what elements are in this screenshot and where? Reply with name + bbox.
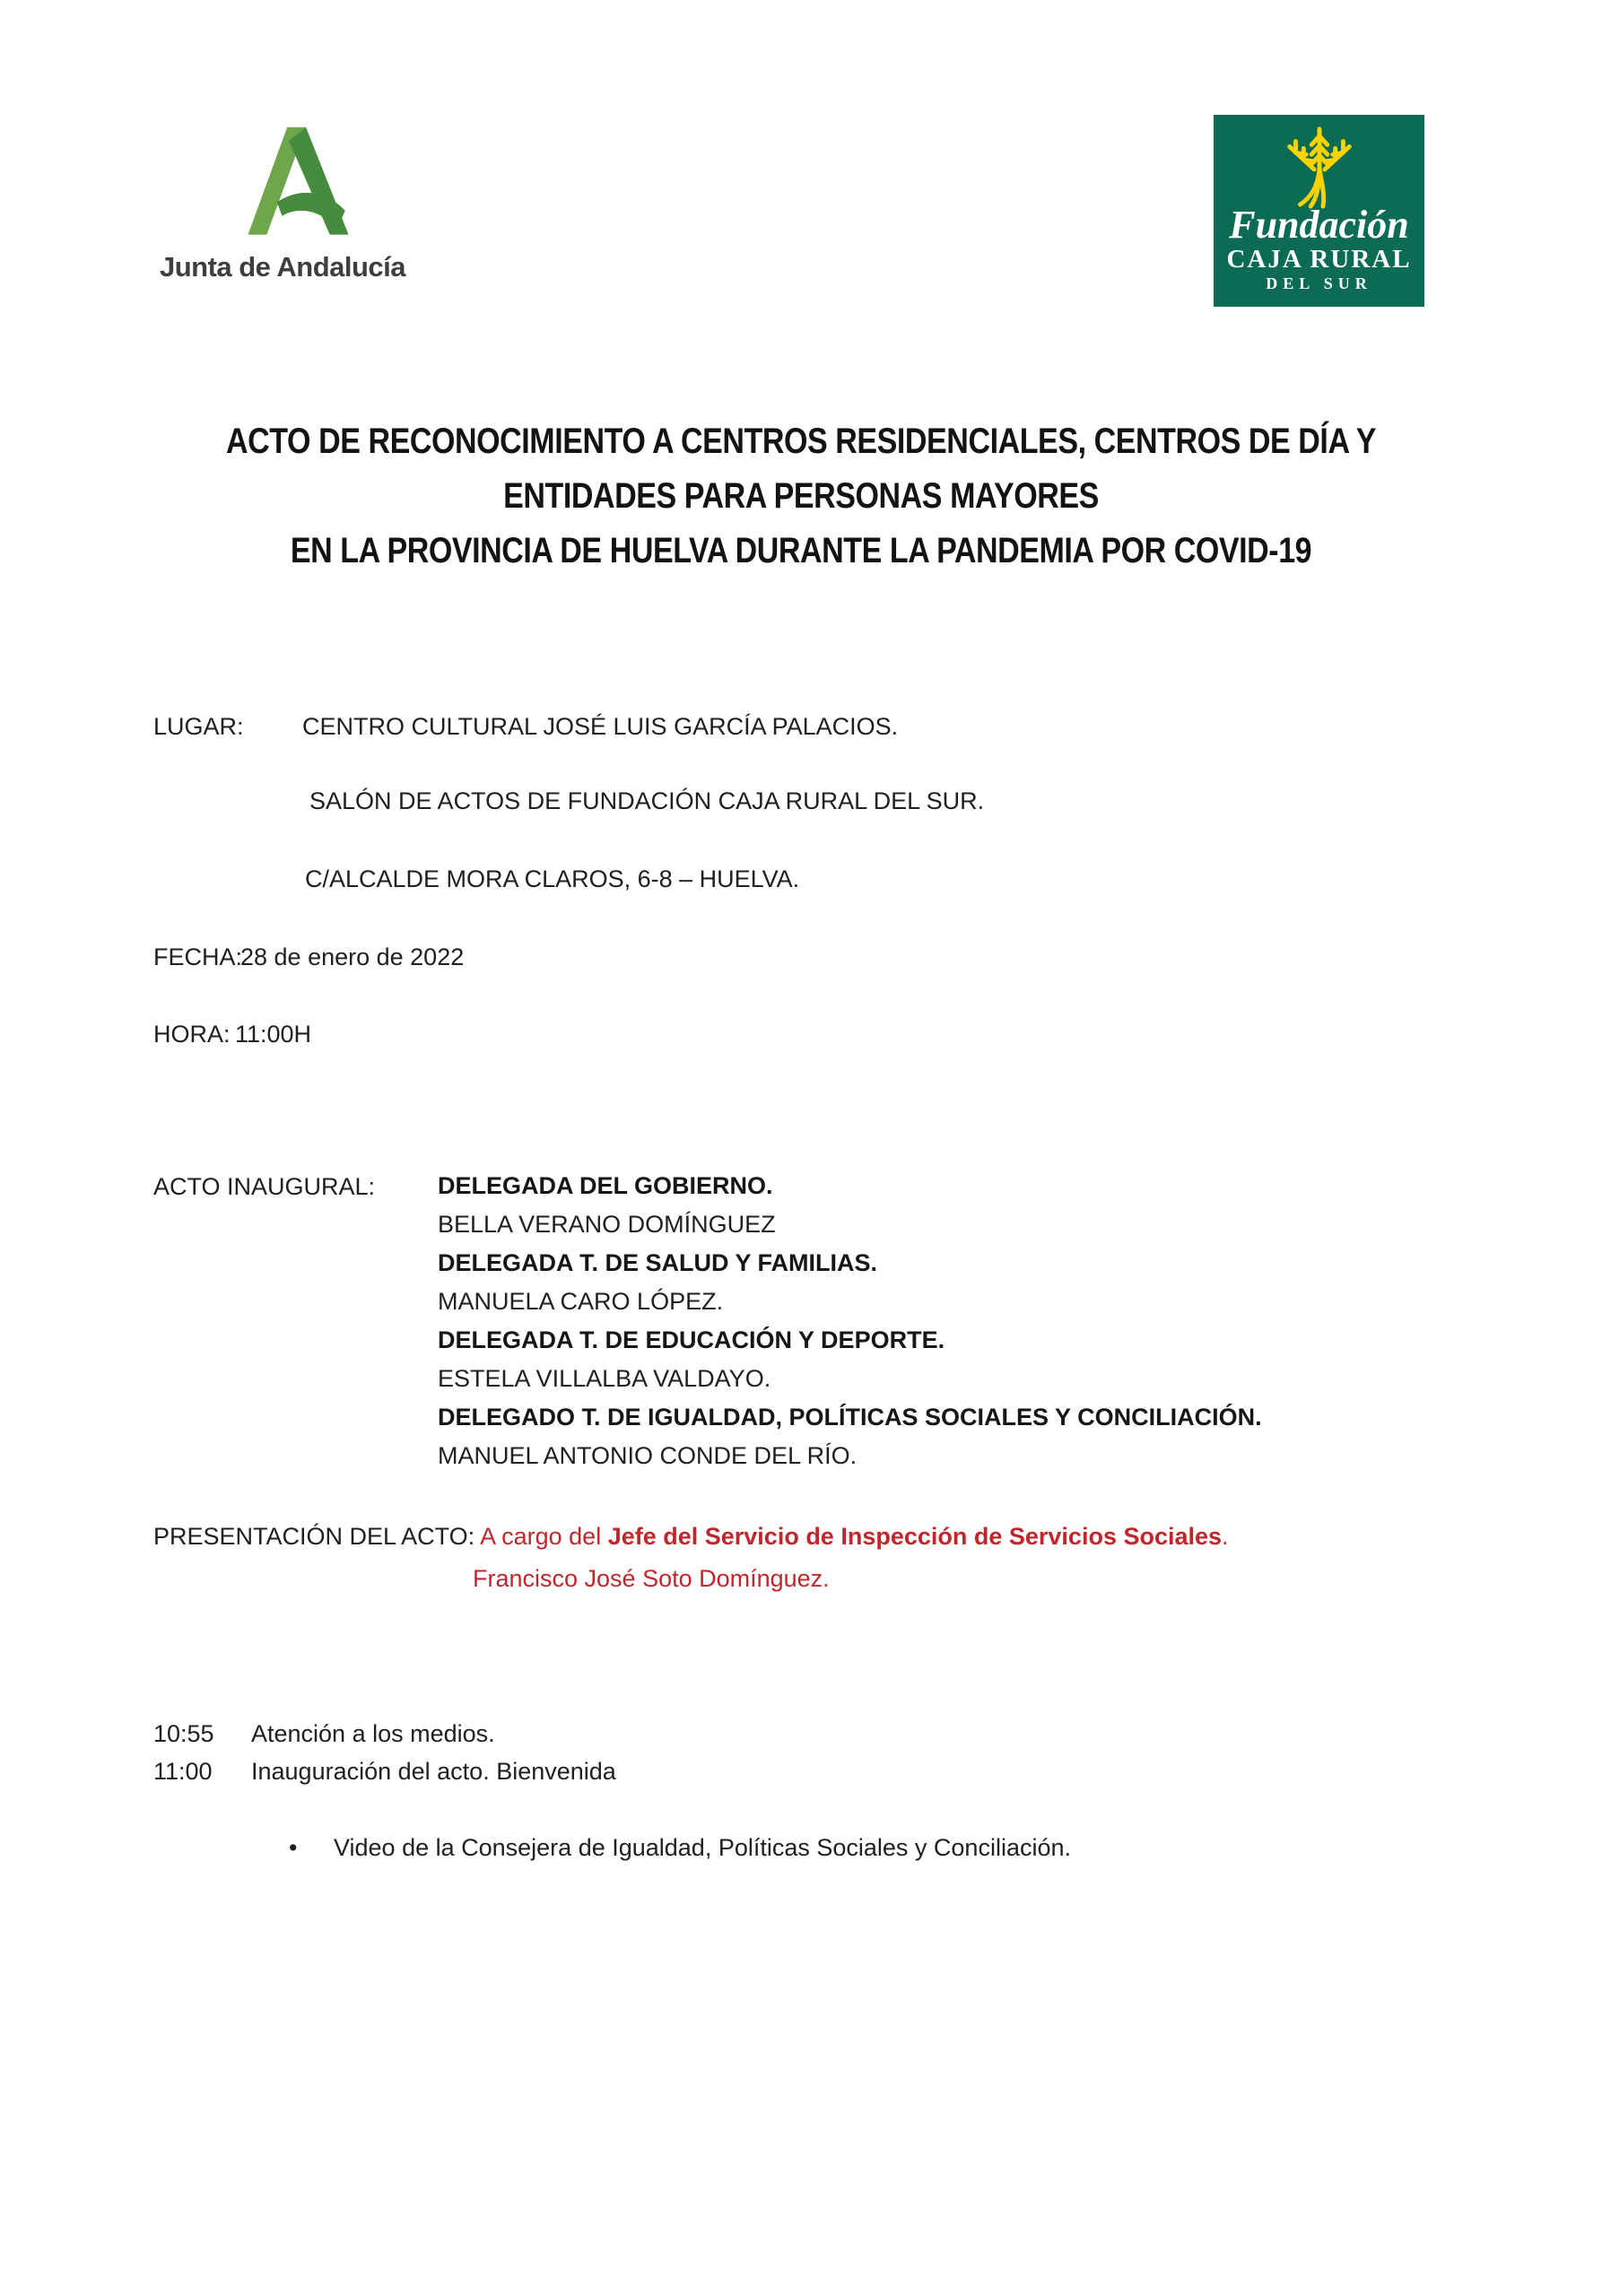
bullet-marker-icon: • [289, 1834, 298, 1861]
inaugural-entry: ESTELA VILLALBA VALDAYO. [438, 1365, 771, 1392]
schedule-time: 10:55 [153, 1720, 214, 1747]
presentacion-row [153, 1521, 1229, 1552]
hora-value: 11:00H [235, 1021, 312, 1048]
inaugural-entry: BELLA VERANO DOMÍNGUEZ [438, 1211, 776, 1238]
acto-inaugural-label: ACTO INAUGURAL: [153, 1173, 376, 1200]
inaugural-entry: MANUEL ANTONIO CONDE DEL RÍO. [438, 1442, 858, 1469]
fundacion-caja-rural-logo [1214, 115, 1424, 307]
presentacion-name: Francisco José Soto Domínguez. [473, 1565, 830, 1592]
fundacion-logo-line1: Fundación [1229, 203, 1409, 247]
lugar-value: CENTRO CULTURAL JOSÉ LUIS GARCÍA PALACIOS. [302, 713, 899, 740]
bullet-text: Video de la Consejera de Igualdad, Políticas Sociales y Conciliación. [334, 1834, 1071, 1861]
title-line-3: EN LA PROVINCIA DE HUELVA DURANTE LA PANDEMIA POR COVID-19 [290, 531, 1312, 570]
wheat-icon [1267, 122, 1372, 210]
presentacion-label: PRESENTACIÓN DEL ACTO: [153, 1523, 475, 1550]
schedule-text: Atención a los medios. [251, 1720, 495, 1747]
fundacion-logo-line2: CAJA RURAL [1226, 245, 1412, 274]
presentacion-suffix: . [1222, 1523, 1229, 1550]
lugar-label: LUGAR: [153, 713, 244, 740]
title-line-1: ACTO DE RECONOCIMIENTO A CENTROS RESIDENCIALES, CENTROS DE DÍA Y [226, 422, 1376, 461]
schedule-text: Inauguración del acto. Bienvenida [251, 1758, 616, 1785]
inaugural-entry: DELEGADA T. DE EDUCACIÓN Y DEPORTE. [438, 1326, 945, 1353]
title-line-2: ENTIDADES PARA PERSONAS MAYORES [503, 476, 1099, 516]
junta-logo-text: Junta de Andalucía [159, 251, 406, 283]
junta-andalucia-icon [239, 113, 359, 240]
fecha-value: 28 de enero de 2022 [240, 944, 465, 970]
direccion-value: C/ALCALDE MORA CLAROS, 6-8 – HUELVA. [305, 865, 800, 892]
fecha-label: FECHA: [153, 944, 243, 970]
fundacion-logo-line3: DEL SUR [1266, 274, 1372, 292]
schedule-time: 11:00 [153, 1758, 213, 1785]
presentacion-intro: A cargo del [475, 1523, 608, 1550]
inaugural-entry: DELEGADA DEL GOBIERNO. [438, 1172, 773, 1199]
inaugural-entry: DELEGADO T. DE IGUALDAD, POLÍTICAS SOCIALES Y CONCILIACIÓN. [438, 1404, 1262, 1431]
inaugural-entry: DELEGADA T. DE SALUD Y FAMILIAS. [438, 1249, 878, 1276]
salon-value: SALÓN DE ACTOS DE FUNDACIÓN CAJA RURAL DEL SUR. [309, 787, 985, 814]
inaugural-entry: MANUELA CARO LÓPEZ. [438, 1288, 724, 1315]
hora-label: HORA: [153, 1021, 231, 1048]
acto-inaugural-entries [438, 1167, 1262, 1475]
document-title [120, 414, 1482, 578]
presentacion-highlight: Jefe del Servicio de Inspección de Servicios Sociales [607, 1523, 1223, 1550]
